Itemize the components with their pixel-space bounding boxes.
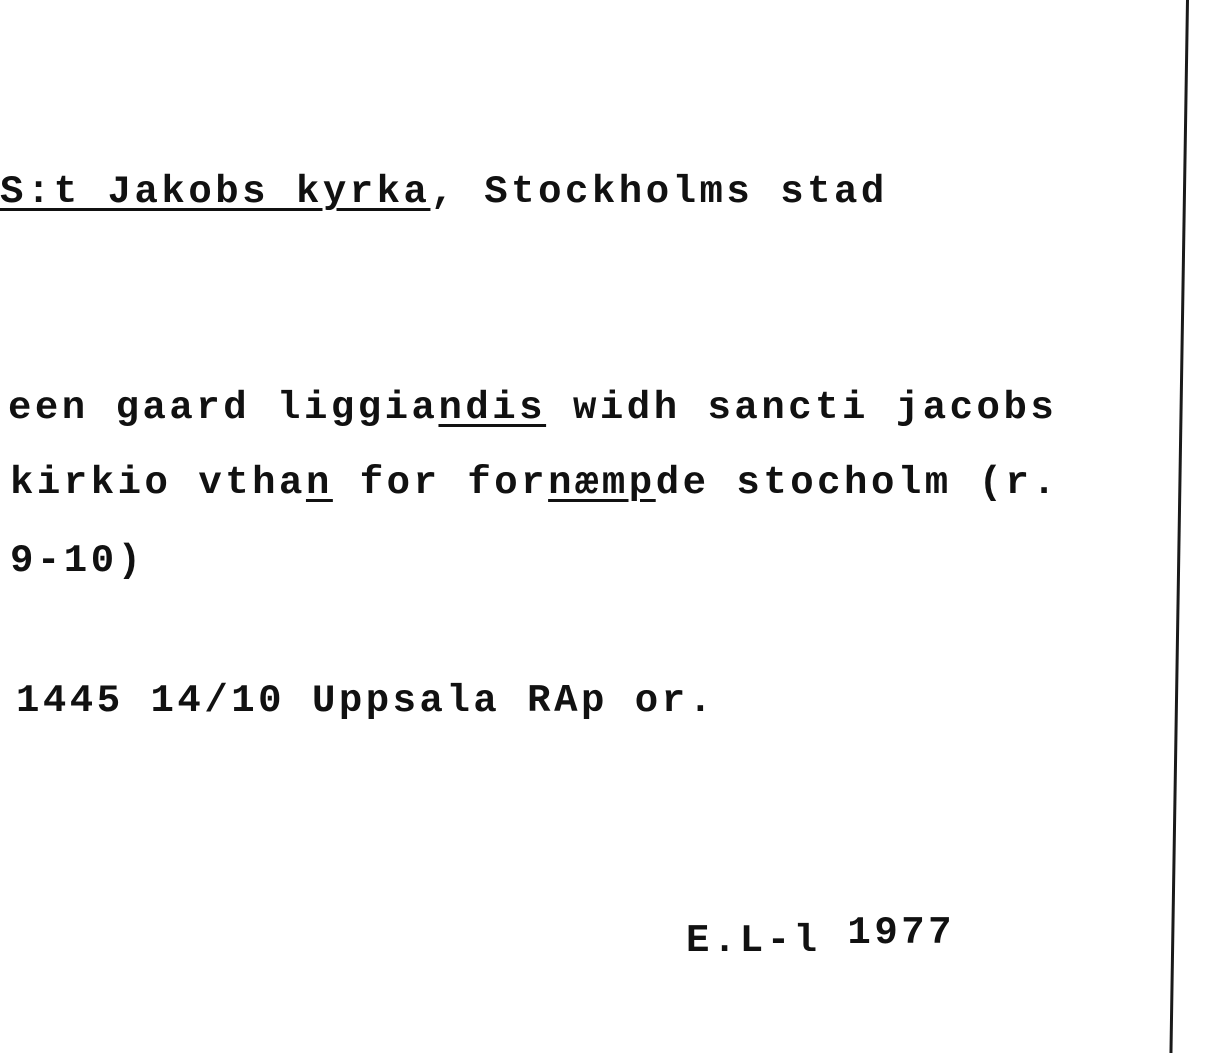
- card-edge-line: [1169, 0, 1189, 1053]
- quote-line-3: 9-10): [10, 539, 145, 583]
- quote-line-2-part-a: kirkio vtha: [10, 461, 306, 505]
- quote-line-1-part-b: widh sancti jacobs: [546, 386, 1058, 430]
- quote-line-2-part-c: de stocholm (r.: [655, 461, 1060, 505]
- signature: [686, 911, 956, 963]
- quote-line-2: [10, 461, 1060, 505]
- heading-location: Stockholms stad: [457, 170, 888, 214]
- quote-line-2-part-b: for for: [332, 461, 549, 505]
- quote-line-2-underlined-1: n: [305, 461, 333, 505]
- heading-separator: ,: [430, 170, 458, 214]
- quote-line-1: [8, 386, 1058, 430]
- signature-year: 1977: [820, 911, 956, 955]
- quote-line-2-underlined-2: næmp: [548, 461, 656, 505]
- heading-place: S:t Jakobs kyrka: [0, 170, 431, 214]
- source-reference: 1445 14/10 Uppsala RAp or.: [16, 679, 716, 723]
- signature-initials: E.L-l: [686, 919, 821, 963]
- card-heading: [0, 170, 888, 214]
- quote-line-1-part-a: een gaard liggia: [8, 386, 439, 430]
- quote-line-1-underlined: ndis: [438, 386, 547, 430]
